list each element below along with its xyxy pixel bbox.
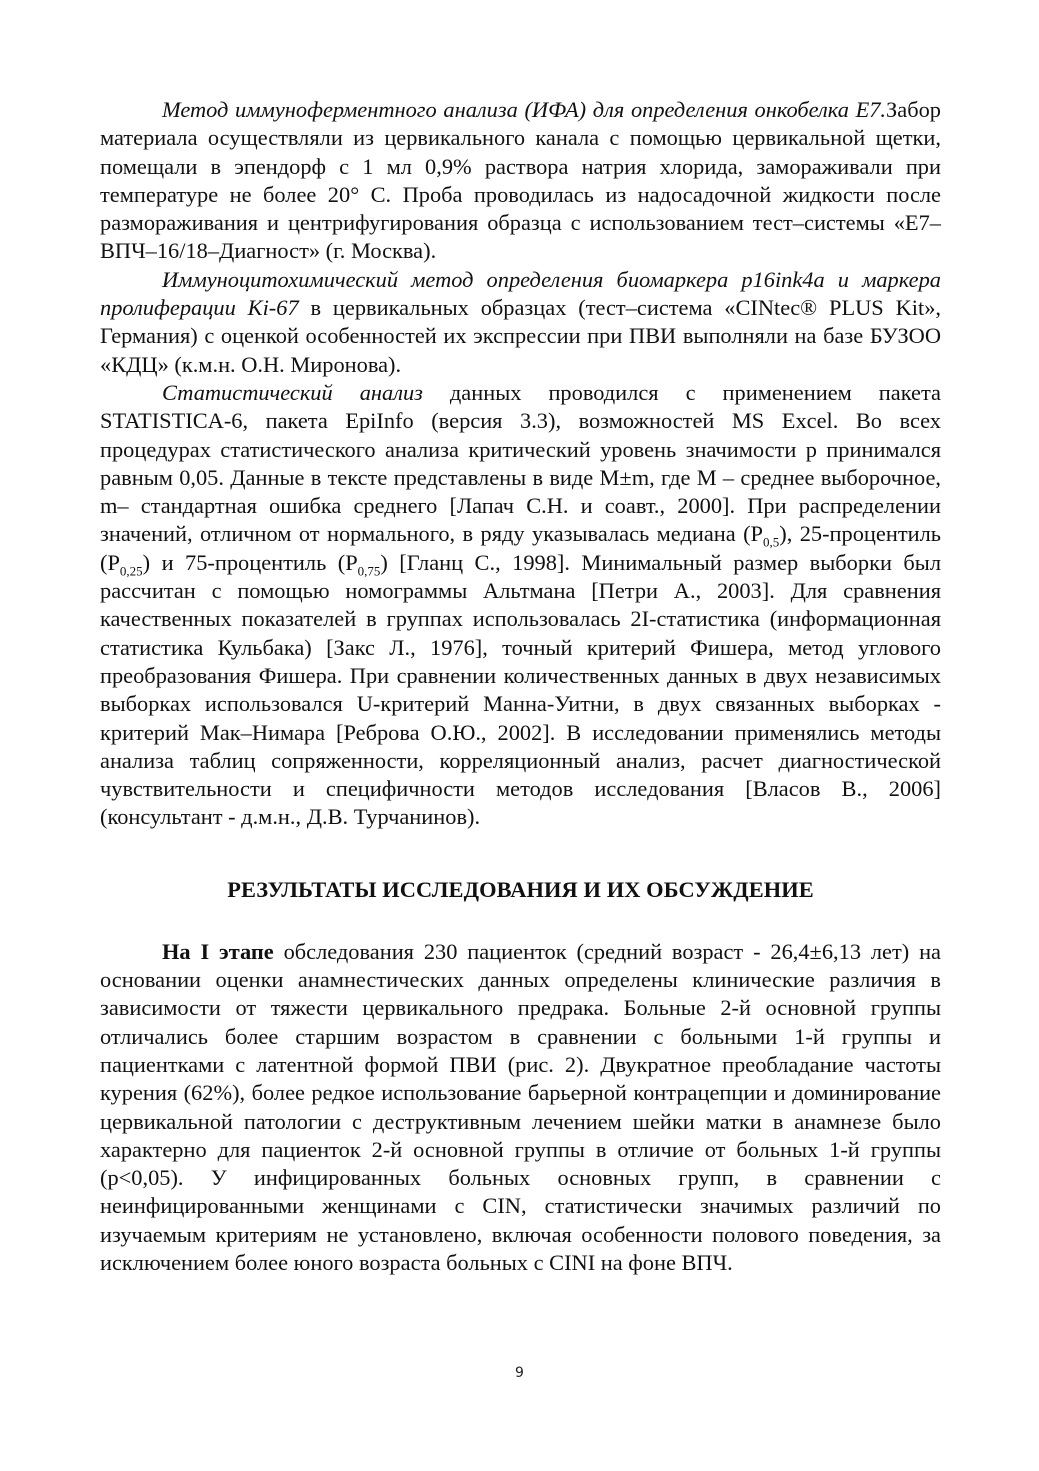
paragraph-statistics xyxy=(100,379,941,832)
page-number: 9 xyxy=(515,1365,524,1381)
statistics-text-1: данных проводился с применением пакета STATISTICA-6, пакета EpiInfo (версия 3.3), возможностей MS Excel. Во всех процедурах статистического анализа критический уровень значимости р принимался равным 0,05. Данные в тексте представлены в виде M±m, где М – среднее выборочное, m– стандартная ошибка среднего [Лапач С.Н. и соавт., 2000]. При распределении значений, отличном от нормального, в ряду указывалась медиана (Р xyxy=(100,379,941,547)
paragraph-results-stage-1 xyxy=(100,938,941,1278)
section-heading: РЕЗУЛЬТАТЫ ИССЛЕДОВАНИЯ И ИХ ОБСУЖДЕНИЕ xyxy=(227,876,814,902)
paragraph-ifa-method xyxy=(100,96,941,266)
statistics-text-4: ) [Гланц С., 1998]. Минимальный размер выборки был рассчитан с помощью номограммы Альтмана [Петри А., 2003]. Для сравнения качественных показателей в группах использовалась 2I-статистика (информационная статистика Кульбака) [Закс Л., 1976], точный критерий Фишера, метод углового преобразования Фишера. При сравнении количественных данных в двух независимых выборках использовался U-критерий Манна-Уитни, в двух связанных выборках - критерий Мак–Нимара [Реброва О.Ю., 2002]. В исследовании применялись методы анализа таблиц сопряженности, корреляционный анализ, расчет диагностической чувствительности и специфичности методов исследования [Власов В., 2006] (консультант - д.м.н., Д.В. Турчанинов). xyxy=(100,549,941,830)
ifa-method-title: Метод иммуноферментного анализа (ИФА) для определения онкобелка Е7. xyxy=(162,97,887,122)
p25-subscript: 0,25 xyxy=(119,563,143,579)
statistics-title: Статистический анализ xyxy=(162,379,423,405)
immunocytochemistry-text: в цервикальных образцах (тест–система «CINtec® PLUS Kit», Германия) с оценкой особенностей их экспрессии при ПВИ выполняли на базе БУЗОО «КДЦ» (к.м.н. О.Н. Миронова). xyxy=(100,295,941,377)
ifa-method-text: Забор материала осуществляли из цервикального канала с помощью цервикальной щетки, помещали в эпендорф с 1 мл 0,9% раствора натрия хлорида, замораживали при температуре не более 20° С. Проба проводилась из надосадочной жидкости после размораживания и центрифугирования образца с использованием тест–системы «Е7–ВПЧ–16/18–Диагност» (г. Москва). xyxy=(100,97,941,264)
paragraph-immunocytochemistry xyxy=(100,266,941,379)
median-subscript: 0,5 xyxy=(763,534,780,550)
statistics-text-3: ) и 75-процентиль (Р xyxy=(142,549,358,575)
statistics-text-2: ), 25-процентиль (Р xyxy=(100,521,941,575)
stage-1-lead: На I этапе xyxy=(162,938,274,964)
stage-1-text: обследования 230 пациенток (средний возраст - 26,4±6,13 лет) на основании оценки анамнестических данных определены клинические различия в зависимости от тяжести цервикального предрака. Больные 2-й основной группы отличались более старшим возрастом в сравнении с больными 1-й группы и пациентками с латентной формой ПВИ (рис. 2). Двукратное преобладание частоты курения (62%), более редкое использование барьерной контрацепции и доминирование цервикальной патологии с деструктивным лечением шейки матки в анамнезе было характерно для пациенток 2-й основной группы в отличие от больных 1-й группы (p<0,05). У инфицированных больных основных групп, в сравнении с неинфицированными женщинами с CIN, статистически значимых различий по изучаемым критериям не установлено, включая особенности полового поведения, за исключением более юного возраста больных с CINI на фоне ВПЧ. xyxy=(100,938,941,1275)
p75-subscript: 0,75 xyxy=(357,563,381,579)
document-body xyxy=(100,96,941,1277)
immunocytochemistry-title: Иммуноцитохимический метод определения биомаркера p16ink4a и маркера пролиферации Ki-67 xyxy=(100,266,941,321)
